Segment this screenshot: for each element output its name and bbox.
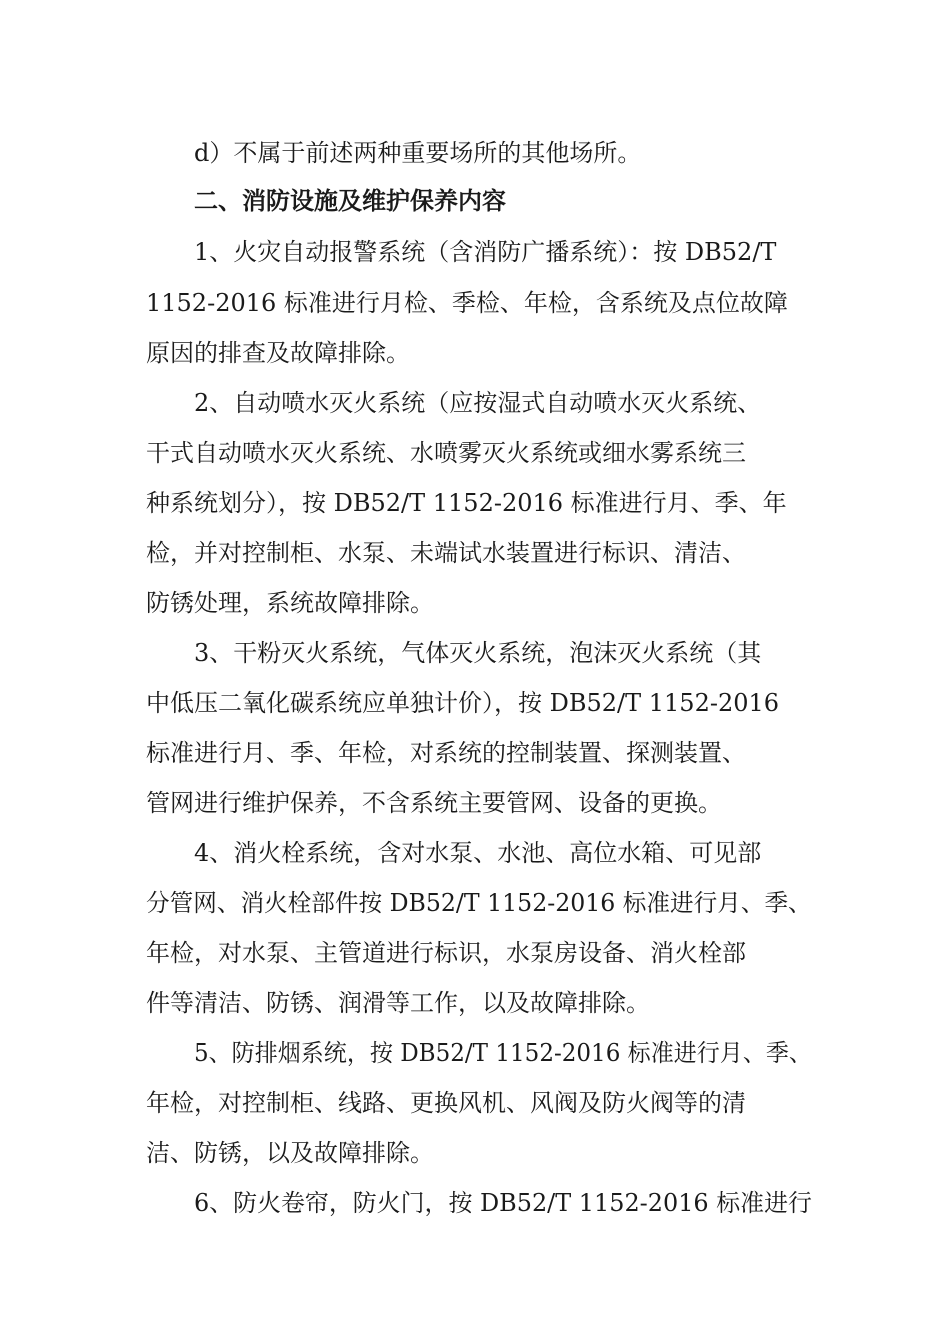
paragraph-4-line-2: 分管网、消火栓部件按 DB52/T 1152-2016 标准进行月、季、: [146, 889, 812, 917]
paragraph-3-line-4: 管网进行维护保养，不含系统主要管网、设备的更换。: [146, 789, 722, 817]
paragraph-1-line-2: 1152-2016 标准进行月检、季检、年检，含系统及点位故障: [146, 289, 788, 317]
paragraph-2-line-5: 防锈处理，系统故障排除。: [146, 589, 434, 617]
paragraph-3-line-3: 标准进行月、季、年检，对系统的控制装置、探测装置、: [146, 739, 746, 767]
paragraph-6-line-1: 6、防火卷帘，防火门，按 DB52/T 1152-2016 标准进行: [194, 1189, 812, 1217]
paragraph-1-line-3: 原因的排查及故障排除。: [146, 339, 410, 367]
paragraph-4-line-4: 件等清洁、防锈、润滑等工作，以及故障排除。: [146, 989, 650, 1017]
paragraph-3-line-2: 中低压二氧化碳系统应单独计价），按 DB52/T 1152-2016: [146, 689, 780, 717]
paragraph-2-line-4: 检，并对控制柜、水泵、未端试水装置进行标识、清洁、: [146, 539, 746, 567]
paragraph-5-line-1: 5、防排烟系统，按 DB52/T 1152-2016 标准进行月、季、: [194, 1039, 812, 1067]
section-heading: 二、消防设施及维护保养内容: [194, 187, 506, 215]
paragraph-2-line-1: 2、自动喷水灭火系统（应按湿式自动喷水灭火系统、: [194, 389, 762, 417]
paragraph-4-line-1: 4、消火栓系统，含对水泵、水池、高位水箱、可见部: [194, 839, 762, 867]
paragraph-1-line-1: 1、火灾自动报警系统（含消防广播系统）：按 DB52/T: [194, 238, 777, 266]
paragraph-2-line-2: 干式自动喷水灭火系统、水喷雾灭火系统或细水雾系统三: [146, 439, 746, 467]
list-item-d: d）不属于前述两种重要场所的其他场所。: [194, 139, 642, 167]
paragraph-2-line-3: 种系统划分），按 DB52/T 1152-2016 标准进行月、季、年: [146, 489, 787, 517]
paragraph-5-line-3: 洁、防锈，以及故障排除。: [146, 1139, 434, 1167]
paragraph-5-line-2: 年检，对控制柜、线路、更换风机、风阀及防火阀等的清: [146, 1089, 746, 1117]
paragraph-4-line-3: 年检，对水泵、主管道进行标识，水泵房设备、消火栓部: [146, 939, 746, 967]
paragraph-3-line-1: 3、干粉灭火系统，气体灭火系统，泡沫灭火系统（其: [194, 639, 762, 667]
